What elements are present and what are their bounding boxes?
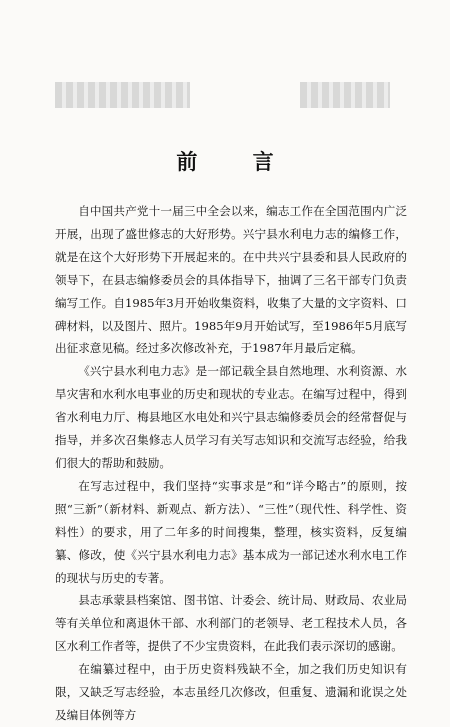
bleed-through-text <box>300 82 390 108</box>
paragraph: 县志承蒙县档案馆、图书馆、计委会、统计局、财政局、农业局等有关单位和离退休干部、水利部门的老领导、老工程技术人员，各区水利工作者等，提供了不少宝贵资料，在此我们表示深切的感谢。 <box>55 593 407 654</box>
bleed-through-text <box>55 82 190 108</box>
page-title: 前 言 <box>176 149 298 174</box>
paragraph: 自中国共产党十一届三中全会以来，编志工作在全国范围内广泛开展，出现了盛世修志的大好形势。兴宁县水利电力志的编修工作，就是在这个大好形势下开展起来的。在中共兴宁县委和县人民政府的领导下，在县志编修委员会的具体指导下，抽调了三名干部专门负责编写工作。自1985年3月开始收集资料，收集了大量的文字资料、口碑材料，以及图片、照片。1985年9月开始试写，至1986年5月底写出征求意见稿。经过多次修改补充，于1987年月最后定稿。 <box>55 204 408 356</box>
body-text <box>55 200 407 727</box>
paragraph: 在编纂过程中，由于历史资料残缺不全，加之我们历史知识有限，又缺乏写志经验，本志虽经几次修改，但重复、遗漏和讹误之处及编目体例等方 <box>55 662 407 722</box>
paragraph: 《兴宁县水利电力志》是一部记载全县自然地理、水利资源、水旱灾害和水利水电事业的历史和现状的专业志。在编写过程中，得到省水利电力厅、梅县地区水电处和兴宁县志编修委员会的经常督促与指导，并多次召集修志人员学习有关写志知识和交流写志经验，给我们很大的帮助和鼓励。 <box>55 364 407 470</box>
paragraph: 在写志过程中，我们坚持“实事求是”和“详今略古”的原则，按照“三新”（新材料、新观点、新方法）、“三性”（现代性、科学性、资料性）的要求，用了二年多的时间搜集，整理，核实资料，反复编纂、修改，使《兴宁县水利电力志》基本成为一部记述水利水电工作的现状与历史的专著。 <box>55 478 407 585</box>
